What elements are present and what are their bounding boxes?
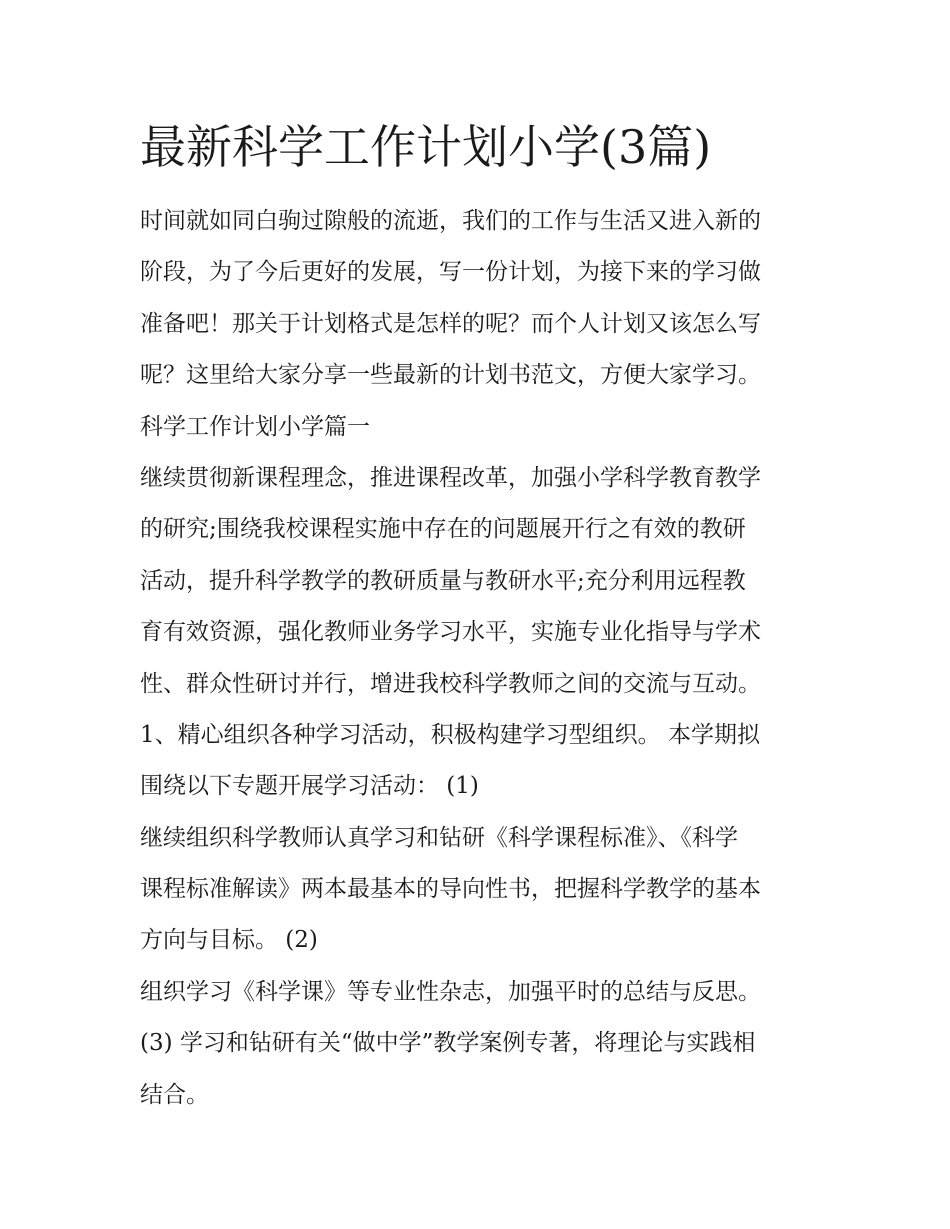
section-heading: 科学工作计划小学篇一	[140, 413, 370, 440]
document-body	[140, 196, 812, 1121]
body-line: 方向与目标。 (2)	[140, 927, 318, 954]
body-line: 继续组织科学教师认真学习和钻研《科学课程标准》、《科学	[140, 824, 738, 851]
body-line: (3) 学习和钻研有关“做中学”教学案例专著，将理论与实践相	[140, 1030, 756, 1057]
body-line: 时间就如同白驹过隙般的流逝，我们的工作与生活又进入新的	[140, 208, 761, 234]
body-line: 继续贯彻新课程理念，推进课程改革，加强小学科学教育教学	[140, 464, 761, 491]
document-title: 最新科学工作计划小学(3篇)	[140, 120, 712, 174]
body-line: 组织学习《科学课》等专业性杂志，加强平时的总结与反思。	[140, 978, 761, 1005]
body-line: 阶段，为了今后更好的发展，写一份计划，为接下来的学习做	[140, 259, 761, 286]
body-line: 活动，提升科学教学的教研质量与教研水平;充分利用远程教	[140, 567, 746, 594]
body-line: 课程标准解读》两本最基本的导向性书，把握科学教学的基本	[140, 876, 761, 903]
body-line: 的研究;围绕我校课程实施中存在的问题展开行之有效的教研	[140, 516, 746, 543]
body-line: 围绕以下专题开展学习活动： (1)	[140, 773, 479, 800]
body-line: 育有效资源，强化教师业务学习水平，实施专业化指导与学术	[140, 619, 761, 646]
body-line: 结合。	[140, 1081, 209, 1108]
body-line: 准备吧！那关于计划格式是怎样的呢？而个人计划又该怎么写	[140, 310, 761, 337]
body-line: 呢？这里给大家分享一些最新的计划书范文，方便大家学习。	[140, 362, 761, 389]
body-line: 1、精心组织各种学习活动，积极构建学习型组织。 本学期拟	[140, 721, 760, 748]
body-line: 性、群众性研讨并行，增进我校科学教师之间的交流与互动。	[140, 670, 761, 697]
